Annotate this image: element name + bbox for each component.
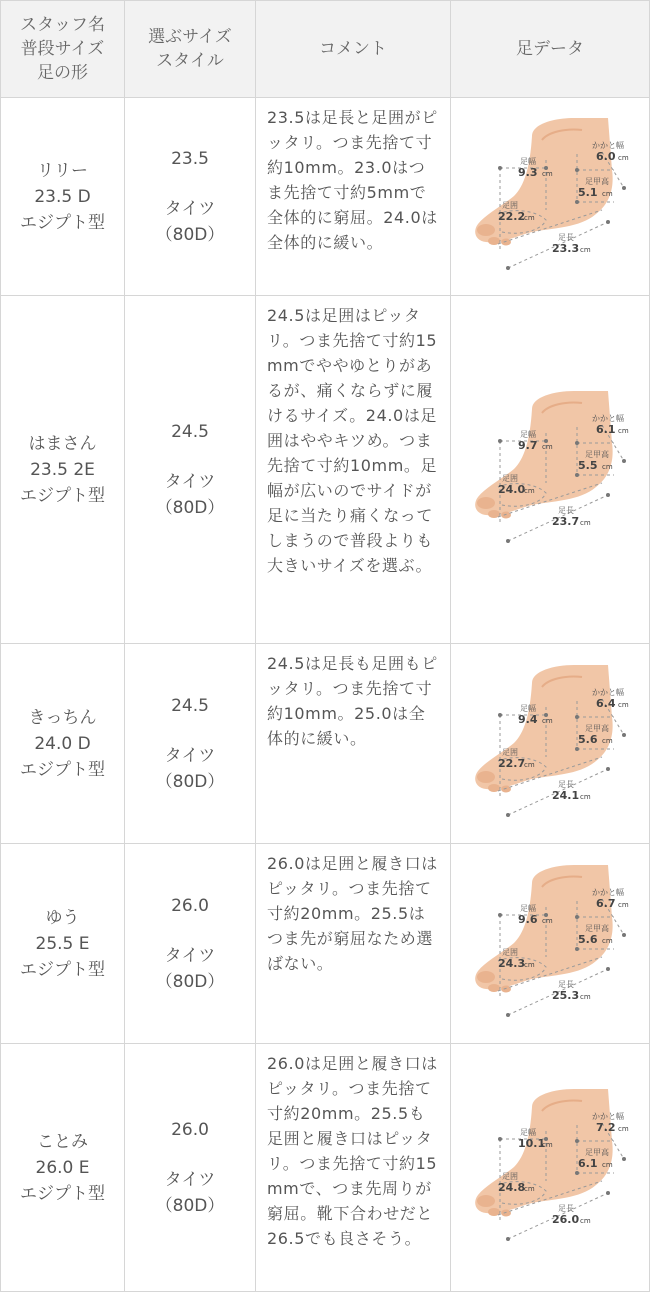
heel-width-label: かかと幅 [592, 887, 624, 897]
foot-diagram [462, 657, 638, 827]
girth-value: 22.7 [498, 756, 526, 770]
width-value: 10.1 [518, 1136, 546, 1150]
denier-label: （80D） [155, 1195, 225, 1216]
instep-label: 足甲高 [585, 923, 609, 933]
denier-label: （80D） [155, 497, 225, 518]
width-label: 足幅 [520, 156, 536, 166]
width-value: 9.3 [518, 165, 538, 179]
width-unit: cm [542, 442, 553, 451]
table-row [1, 98, 650, 296]
instep-unit: cm [602, 189, 613, 198]
length-label: 足長 [558, 1203, 574, 1213]
width-unit: cm [542, 716, 553, 725]
staff-name: ゆう [45, 907, 80, 928]
usual-size: 24.0 D [34, 733, 91, 754]
size-cell [125, 844, 256, 1044]
girth-value: 22.2 [498, 209, 526, 223]
staff-cell [1, 98, 125, 296]
chosen-size: 24.5 [171, 695, 209, 716]
instep-unit: cm [602, 1160, 613, 1169]
instep-value: 6.1 [578, 1156, 598, 1170]
comment-cell: 26.0は足囲と履き口はピッタリ。つま先捨て寸約20mm。25.5も足囲と履き口はピッタリ。つま先捨て寸約15mmで、つま先周りが窮屈。靴下合わせだと26.5でも良さそう。 [256, 1044, 451, 1292]
length-value: 26.0 [552, 1212, 580, 1226]
width-label: 足幅 [520, 1127, 536, 1137]
denier-label: （80D） [155, 971, 225, 992]
instep-label: 足甲高 [585, 1147, 609, 1157]
girth-value: 24.0 [498, 482, 526, 496]
instep-value: 5.5 [578, 458, 598, 472]
usual-size: 23.5 2E [30, 459, 95, 480]
usual-size: 25.5 E [35, 933, 90, 954]
chosen-size: 26.0 [171, 895, 209, 916]
girth-label: 足囲 [502, 947, 518, 957]
staff-cell [1, 844, 125, 1044]
usual-size: 23.5 D [34, 186, 91, 207]
girth-unit: cm [524, 760, 535, 769]
girth-unit: cm [524, 486, 535, 495]
foot-data-cell [451, 644, 650, 844]
foot-data-cell [451, 1044, 650, 1292]
staff-name: はまさん [28, 433, 97, 454]
girth-unit: cm [524, 960, 535, 969]
size-cell [125, 1044, 256, 1292]
staff-name: きっちん [28, 707, 97, 728]
heel-width-unit: cm [618, 426, 629, 435]
heel-width-value: 6.7 [596, 896, 616, 910]
table-row [1, 296, 650, 644]
style-label: タイツ [164, 198, 216, 219]
foot-diagram [462, 383, 638, 553]
length-unit: cm [580, 992, 591, 1001]
header-staff-line: スタッフ名 [20, 15, 105, 35]
girth-label: 足囲 [502, 1171, 518, 1181]
comment-cell: 24.5は足囲はピッタリ。つま先捨て寸約15mmでややゆとりがあるが、痛くならずに履けるサイズ。24.0は足囲はややキツめ。つま先捨て寸約10mm。足幅が広いのでサイドが足に当たり痛くなってしまうので普段よりも大きいサイズを選ぶ。 [256, 296, 451, 644]
staff-name: リリー [37, 160, 88, 181]
size-cell [125, 296, 256, 644]
instep-label: 足甲高 [585, 176, 609, 186]
heel-width-value: 7.2 [596, 1120, 616, 1134]
header-size-line: 選ぶサイズ [148, 27, 232, 47]
heel-width-label: かかと幅 [592, 1111, 624, 1121]
length-unit: cm [580, 1216, 591, 1225]
length-label: 足長 [558, 505, 574, 515]
style-label: タイツ [164, 1169, 216, 1190]
comment-cell: 24.5は足長も足囲もピッタリ。つま先捨て寸約10mm。25.0は全体的に緩い。 [256, 644, 451, 844]
instep-unit: cm [602, 462, 613, 471]
heel-width-unit: cm [618, 1124, 629, 1133]
width-label: 足幅 [520, 429, 536, 439]
heel-width-unit: cm [618, 900, 629, 909]
foot-diagram [462, 857, 638, 1027]
denier-label: （80D） [155, 771, 225, 792]
length-value: 23.7 [552, 514, 580, 528]
chosen-size: 26.0 [171, 1119, 209, 1140]
girth-label: 足囲 [502, 747, 518, 757]
denier-label: （80D） [155, 224, 225, 245]
header-staff [1, 1, 125, 98]
instep-unit: cm [602, 936, 613, 945]
instep-value: 5.6 [578, 732, 598, 746]
heel-width-value: 6.0 [596, 149, 616, 163]
length-label: 足長 [558, 979, 574, 989]
header-foot-data: 足データ [451, 1, 650, 98]
heel-width-label: かかと幅 [592, 687, 624, 697]
length-label: 足長 [558, 232, 574, 242]
length-value: 24.1 [552, 788, 580, 802]
size-cell [125, 98, 256, 296]
girth-unit: cm [524, 1184, 535, 1193]
instep-label: 足甲高 [585, 449, 609, 459]
instep-value: 5.1 [578, 185, 598, 199]
comment-cell: 26.0は足囲と履き口はピッタリ。つま先捨て寸約20mm。25.5はつま先が窮屈なため選ばない。 [256, 844, 451, 1044]
header-size [125, 1, 256, 98]
staff-cell [1, 644, 125, 844]
table-row [1, 844, 650, 1044]
width-label: 足幅 [520, 703, 536, 713]
foot-diagram [462, 1081, 638, 1251]
comment-cell: 23.5は足長と足囲がピッタリ。つま先捨て寸約10mm。23.0はつま先捨て寸約5mmで全体的に窮屈。24.0は全体的に緩い。 [256, 98, 451, 296]
width-unit: cm [542, 169, 553, 178]
usual-size: 26.0 E [35, 1157, 90, 1178]
instep-unit: cm [602, 736, 613, 745]
chosen-size: 23.5 [171, 148, 209, 169]
header-size-line: スタイル [156, 51, 224, 71]
foot-shape: エジプト型 [20, 1183, 105, 1204]
length-value: 25.3 [552, 988, 580, 1002]
width-value: 9.7 [518, 438, 538, 452]
table-row [1, 644, 650, 844]
length-unit: cm [580, 245, 591, 254]
style-label: タイツ [164, 945, 216, 966]
heel-width-label: かかと幅 [592, 413, 624, 423]
heel-width-unit: cm [618, 700, 629, 709]
foot-shape: エジプト型 [20, 759, 105, 780]
girth-unit: cm [524, 213, 535, 222]
width-value: 9.6 [518, 912, 538, 926]
heel-width-value: 6.4 [596, 696, 616, 710]
length-unit: cm [580, 518, 591, 527]
instep-value: 5.6 [578, 932, 598, 946]
girth-value: 24.8 [498, 1180, 526, 1194]
table-row [1, 1044, 650, 1292]
length-label: 足長 [558, 779, 574, 789]
length-value: 23.3 [552, 241, 580, 255]
header-staff-line: 足の形 [37, 63, 88, 83]
girth-value: 24.3 [498, 956, 526, 970]
heel-width-value: 6.1 [596, 422, 616, 436]
header-comment: コメント [256, 1, 451, 98]
staff-cell [1, 296, 125, 644]
girth-label: 足囲 [502, 200, 518, 210]
length-unit: cm [580, 792, 591, 801]
staff-name: ことみ [37, 1131, 88, 1152]
staff-cell [1, 1044, 125, 1292]
foot-shape: エジプト型 [20, 212, 105, 233]
heel-width-label: かかと幅 [592, 140, 624, 150]
width-unit: cm [542, 1140, 553, 1149]
chosen-size: 24.5 [171, 421, 209, 442]
header-staff-line: 普段サイズ [20, 39, 105, 59]
foot-shape: エジプト型 [20, 959, 105, 980]
header-row [1, 1, 650, 98]
width-unit: cm [542, 916, 553, 925]
instep-label: 足甲高 [585, 723, 609, 733]
style-label: タイツ [164, 471, 216, 492]
girth-label: 足囲 [502, 473, 518, 483]
foot-data-cell [451, 98, 650, 296]
foot-shape: エジプト型 [20, 485, 105, 506]
style-label: タイツ [164, 745, 216, 766]
width-label: 足幅 [520, 903, 536, 913]
width-value: 9.4 [518, 712, 538, 726]
size-cell [125, 644, 256, 844]
foot-diagram [462, 110, 638, 280]
heel-width-unit: cm [618, 153, 629, 162]
foot-data-cell [451, 296, 650, 644]
foot-data-cell [451, 844, 650, 1044]
